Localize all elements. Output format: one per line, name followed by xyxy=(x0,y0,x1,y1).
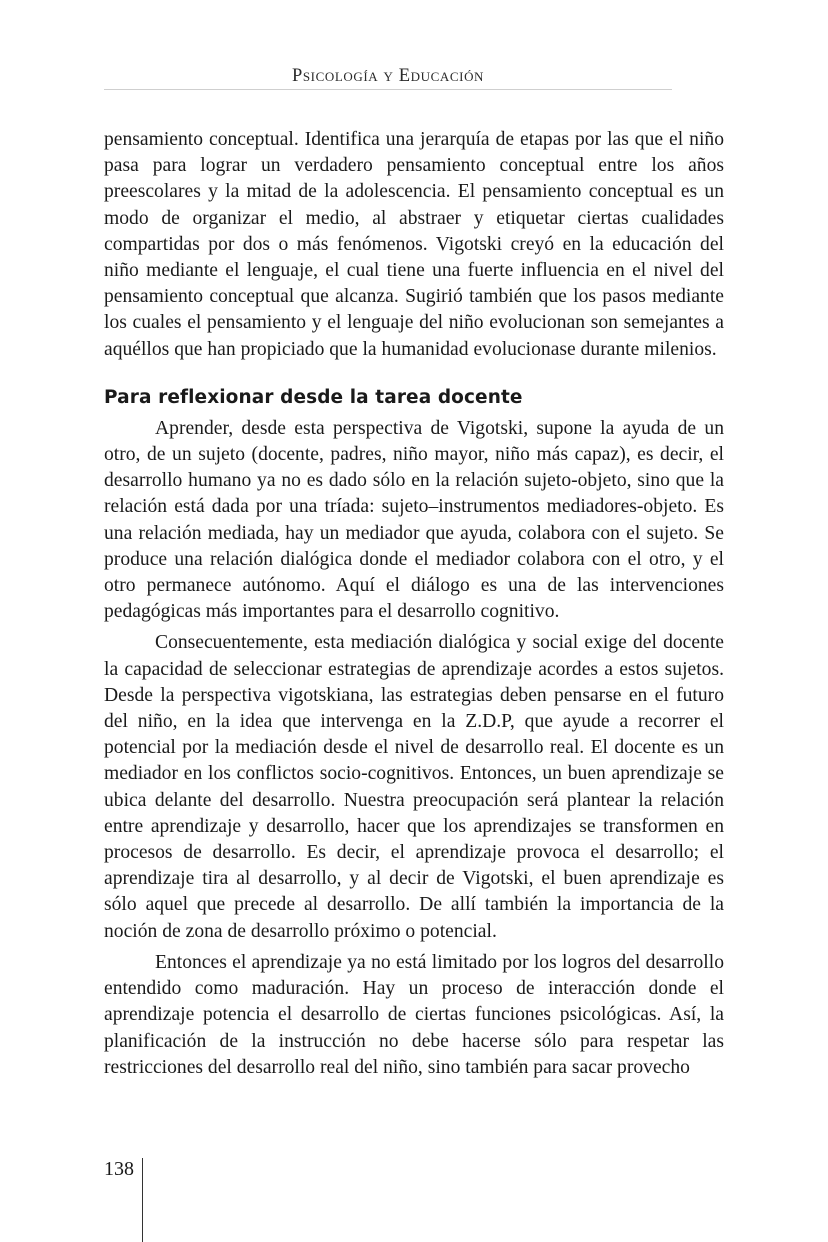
page-body xyxy=(104,127,724,1081)
footer-vertical-rule xyxy=(142,1158,143,1242)
section-heading: Para reflexionar desde la tarea docente xyxy=(104,386,523,408)
running-head-title: Psicología y Educación xyxy=(291,66,485,86)
page-number: 138 xyxy=(104,1158,134,1180)
body-paragraph-3: Consecuentemente, esta mediación dialógica y social exige del docente la capacidad de seleccionar estrategias de aprendizaje acordes a estos sujetos. Desde la perspectiva vigotskiana, las estrategias deben pensarse en el futuro del niño, en la idea que intervenga en la Z.D.P, que ayude a recorrer el potencial por la mediación desde el nivel de desarrollo real. El docente es un mediador en los conflictos socio-cognitivos. Entonces, un buen aprendizaje se ubica delante del desarrollo. Nuestra preocupación será plantear la relación entre aprendizaje y desarrollo, hacer que los aprendizajes se transformen en procesos de desarrollo. Es decir, el aprendizaje provoca el desarrollo; el aprendizaje tira al desarrollo, y al decir de Vigotski, el buen aprendizaje es sólo aquel que precede al desarrollo. De allí también la importancia de la noción de zona de desarrollo próximo o potencial. xyxy=(104,632,724,942)
body-paragraph-2: Aprender, desde esta perspectiva de Vigotski, supone la ayuda de un otro, de un sujeto (docente, padres, niño mayor, niño más capaz), es decir, el desarrollo humano ya no es dado sólo en la relación sujeto-objeto, sino que la relación está dada por una tríada: sujeto–instrumentos mediadores-objeto. Es una relación mediada, hay un mediador que ayuda, colabora con el sujeto. Se produce una relación dialógica donde el mediador colabora con el otro, y el otro permanece autónomo. Aquí el diálogo es una de las intervenciones pedagógicas más importantes para el desarrollo cognitivo. xyxy=(104,417,724,623)
body-paragraph-4: Entonces el aprendizaje ya no está limitado por los logros del desarrollo entendido como maduración. Hay un proceso de interacción donde el aprendizaje potencia el desarrollo de ciertas funciones psicológicas. Así, la planificación de la instrucción no debe hacerse sólo para respetar las restricciones del desarrollo real del niño, sino también para sacar provecho xyxy=(104,951,724,1078)
body-paragraph-1: pensamiento conceptual. Identifica una jerarquía de etapas por las que el niño pasa para lograr un verdadero pensamiento conceptual entre los años preescolares y la mitad de la adolescencia. El pensamiento conceptual es un modo de organizar el medio, al abstraer y etiquetar ciertas cualidades compartidas por dos o más fenómenos. Vigotski creyó en la educación del niño mediante el lenguaje, el cual tiene una fuerte influencia en el nivel del pensamiento conceptual que alcanza. Sugirió también que los pasos mediante los cuales el pensamiento y el lenguaje del niño evolucionan son semejantes a aquéllos que han propiciado que la humanidad evolucionase durante milenios. xyxy=(104,129,724,360)
header-divider xyxy=(104,89,672,90)
